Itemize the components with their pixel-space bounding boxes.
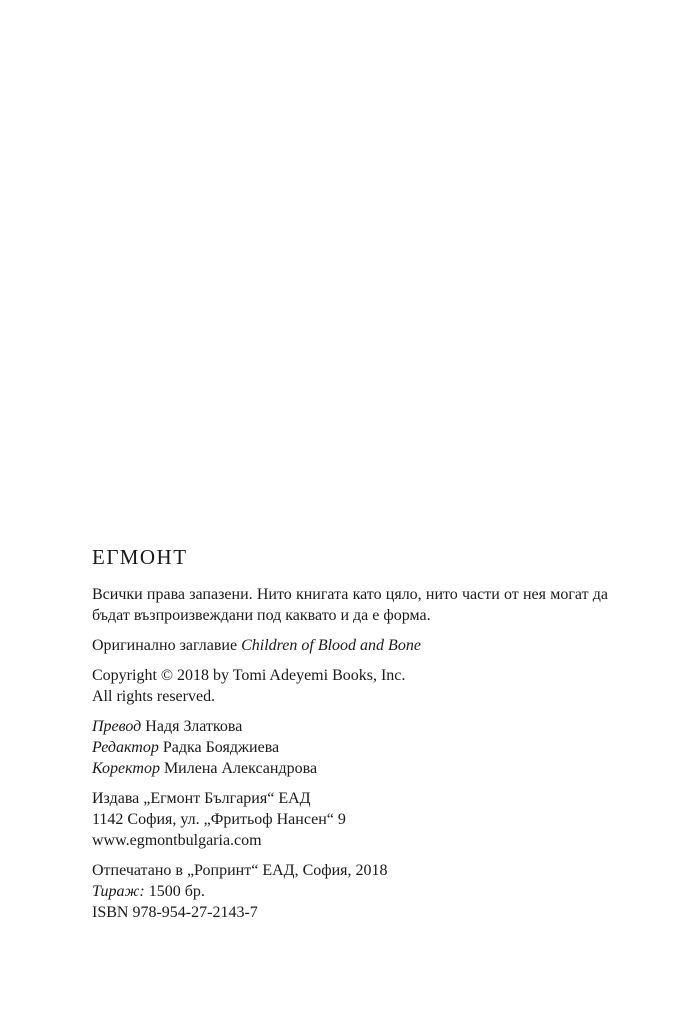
- original-title-label: Оригинално заглавие: [92, 637, 242, 654]
- credit-role: Превод: [92, 718, 142, 735]
- copyright-line-1: Copyright © 2018 by Tomi Adeyemi Books, Inc.: [92, 667, 406, 684]
- publisher-address: 1142 София, ул. „Фритьоф Нансен“ 9: [92, 811, 346, 828]
- print-run: [92, 881, 608, 902]
- credit-name: Милена Александрова: [159, 760, 318, 777]
- original-title: [92, 635, 608, 656]
- print-run-value: 1500 бр.: [144, 883, 205, 900]
- print-run-label: Тираж:: [92, 883, 145, 900]
- publisher-info: [92, 788, 608, 851]
- publisher-logo: ЕГМОНТ: [92, 545, 188, 569]
- credits: [92, 716, 608, 779]
- copyright-line-2: All rights reserved.: [92, 688, 216, 705]
- publisher-name: Издава „Егмонт България“ ЕАД: [92, 790, 311, 807]
- imprint-page: [92, 544, 608, 932]
- credit-proofreader: [92, 758, 608, 779]
- isbn: ISBN 978-954-27-2143-7: [92, 904, 258, 921]
- credit-name: Надя Златкова: [141, 718, 243, 735]
- printed-by: Отпечатано в „Ропринт“ ЕАД, София, 2018: [92, 862, 388, 879]
- credit-role: Редактор: [92, 739, 159, 756]
- printing-info: [92, 860, 608, 923]
- rights-notice: [92, 584, 608, 626]
- rights-line-1: Всички права запазени. Нито книгата като цяло, нито части от: [92, 586, 519, 603]
- original-title-value: Children of Blood and Bone: [241, 637, 421, 654]
- credit-editor: [92, 737, 608, 758]
- credit-role: Коректор: [92, 760, 160, 777]
- copyright-notice: [92, 665, 608, 707]
- publisher-website: www.egmontbulgaria.com: [92, 832, 262, 849]
- rights-line-2: нея могат да бъдат възпроизвеждани под каквато и да е форма.: [92, 586, 608, 624]
- credit-name: Радка Бояджиева: [158, 739, 280, 756]
- credit-translator: [92, 716, 608, 737]
